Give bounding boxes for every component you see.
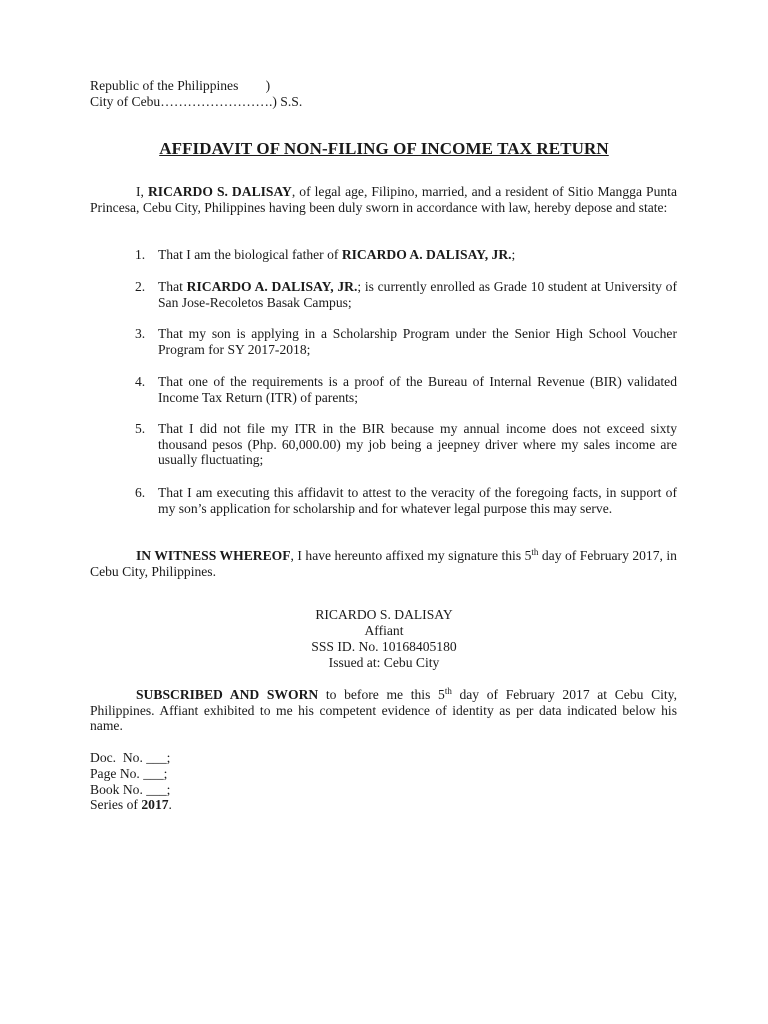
list-text-suffix: ; xyxy=(511,247,516,262)
sss-id-number: SSS ID. No. 10168405180 xyxy=(311,639,457,654)
child-name: RICARDO A. DALISAY, JR. xyxy=(341,247,512,262)
intro-paragraph xyxy=(90,184,677,215)
ordinal-suffix: th xyxy=(444,686,452,696)
list-text: That I am the biological father of xyxy=(158,247,342,262)
doc-number: Doc. No. ___; xyxy=(90,750,171,765)
intro-text: , of legal age, Filipino, married, and a resident of Sitio Mangga Punta Princesa, Cebu City, Philippines having been duly sworn in accordance with law, hereby depose and state: xyxy=(90,184,677,215)
list-item xyxy=(135,374,677,405)
list-item-text xyxy=(158,374,677,405)
list-text: That my son is applying in a Scholarship Program under the Senior High School Voucher Program for SY 2017-2018; xyxy=(158,326,677,357)
id-issued-place: Issued at: Cebu City xyxy=(328,655,440,670)
list-item-text xyxy=(158,485,677,516)
witness-paragraph xyxy=(90,548,677,579)
list-item-text xyxy=(158,247,677,263)
series-line xyxy=(90,797,172,813)
list-item-text xyxy=(158,326,677,357)
list-number: 6. xyxy=(135,485,146,500)
list-item xyxy=(135,421,677,468)
signatory-role: Affiant xyxy=(364,623,404,638)
list-item-text xyxy=(158,421,677,468)
page-number: Page No. ___; xyxy=(90,765,168,781)
list-item xyxy=(135,279,677,310)
witness-text-end: day of February 2017, in Cebu City, Philippines. xyxy=(90,548,677,579)
series-label: Series of xyxy=(90,797,142,813)
affiant-name: RICARDO S. DALISAY xyxy=(147,184,292,199)
jurat-heading: SUBSCRIBED AND SWORN xyxy=(136,687,319,702)
document-title: AFFIDAVIT OF NON-FILING OF INCOME TAX RETURN xyxy=(159,139,609,158)
list-item xyxy=(135,326,677,357)
venue-line-republic: Republic of the Philippines ) xyxy=(90,78,271,93)
notarial-register xyxy=(90,750,172,813)
list-number: 4. xyxy=(135,374,146,389)
list-text: That I did not file my ITR in the BIR because my annual income does not exceed sixty thousand pesos (Php. 60,000.00) my job being a jeepney driver where my sales income are usually fluctuating; xyxy=(158,421,677,467)
list-number: 2. xyxy=(135,279,146,294)
series-year: 2017 xyxy=(141,797,169,813)
jurat-text-end: day of February 2017 at Cebu City, Philippines. Affiant exhibited to me his competent evidence of identity as per data indicated below his name. xyxy=(90,687,677,733)
witness-text: , I have hereunto affixed my signature this 5 xyxy=(290,548,532,563)
venue-header xyxy=(90,78,302,110)
list-number: 1. xyxy=(135,247,146,262)
list-text: That one of the requirements is a proof of the Bureau of Internal Revenue (BIR) validated Income Tax Return (ITR) of parents; xyxy=(158,374,677,405)
intro-prefix: I, xyxy=(136,184,148,199)
list-item xyxy=(135,485,677,516)
signatory-name: RICARDO S. DALISAY xyxy=(315,607,453,622)
list-text-suffix: ; is currently enrolled as Grade 10 student at University of San Jose-Recoletos Basak Campus; xyxy=(158,279,677,310)
book-number: Book No. ___; xyxy=(90,781,171,797)
witness-heading: IN WITNESS WHEREOF xyxy=(136,548,291,563)
list-number: 3. xyxy=(135,326,146,341)
jurat-text: to before me this 5 xyxy=(318,687,445,702)
child-name: RICARDO A. DALISAY, JR. xyxy=(186,279,358,294)
series-period: . xyxy=(168,797,172,813)
list-item xyxy=(135,247,677,263)
signature-block xyxy=(0,607,768,671)
list-text: That I am executing this affidavit to attest to the veracity of the foregoing facts, in support of my son’s application for scholarship and for whatever legal purpose this may serve. xyxy=(158,485,677,516)
list-item-text xyxy=(158,279,677,310)
list-text: That xyxy=(158,279,187,294)
jurat-paragraph xyxy=(90,687,677,734)
venue-line-city: City of Cebu…………………….) S.S. xyxy=(90,94,303,109)
ordinal-suffix: th xyxy=(531,547,539,557)
list-number: 5. xyxy=(135,421,146,436)
